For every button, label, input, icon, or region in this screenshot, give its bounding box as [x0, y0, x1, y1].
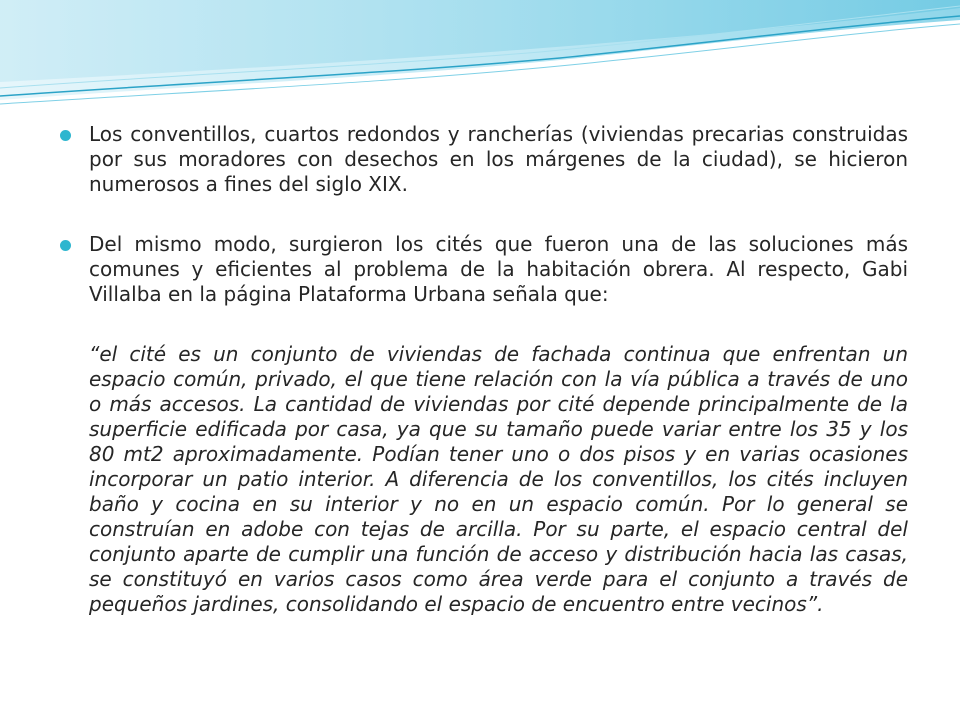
bullet-text: Los conventillos, cuartos redondos y rancherías (viviendas precarias construidas por sus moradores con desechos en los márgenes de la ciudad), se hicieron numerosos a fines del siglo XIX.: [89, 122, 908, 196]
bullet-dot-icon: [60, 240, 71, 251]
bullet-text: Del mismo modo, surgieron los cités que fueron una de las soluciones más comunes y eficientes al problema de la habitación obrera. Al respecto, Gabi Villalba en la página Plataforma Urbana señala que:: [89, 232, 908, 306]
quote-paragraph: “el cité es un conjunto de viviendas de fachada continua que enfrentan un espacio común, privado, el que tiene relación con la vía pública a través de uno o más accesos. La cantidad de viviendas por cité depende principalmente de la superficie edificada por casa, ya que su tamaño puede variar entre los 35 y los 80 mt2 aproximadamente. Podían tener uno o dos pisos y en varias ocasiones incorporar un patio interior. A diferencia de los conventillos, los cités incluyen baño y cocina en su interior y no en un espacio común. Por lo general se construían en adobe con tejas de arcilla. Por su parte, el espacio central del conjunto aparte de cumplir una función de acceso y distribución hacia las casas, se constituyó en varios casos como área verde para el conjunto a través de pequeños jardines, consolidando el espacio de encuentro entre vecinos”.: [89, 342, 908, 616]
bullet-paragraph-1: [60, 122, 908, 197]
slide-content: [60, 122, 908, 617]
header-wave-decoration: [0, 0, 960, 120]
wave-front-shape: [0, 0, 960, 82]
bullet-dot-icon: [60, 130, 71, 141]
bullet-paragraph-2: [60, 232, 908, 307]
